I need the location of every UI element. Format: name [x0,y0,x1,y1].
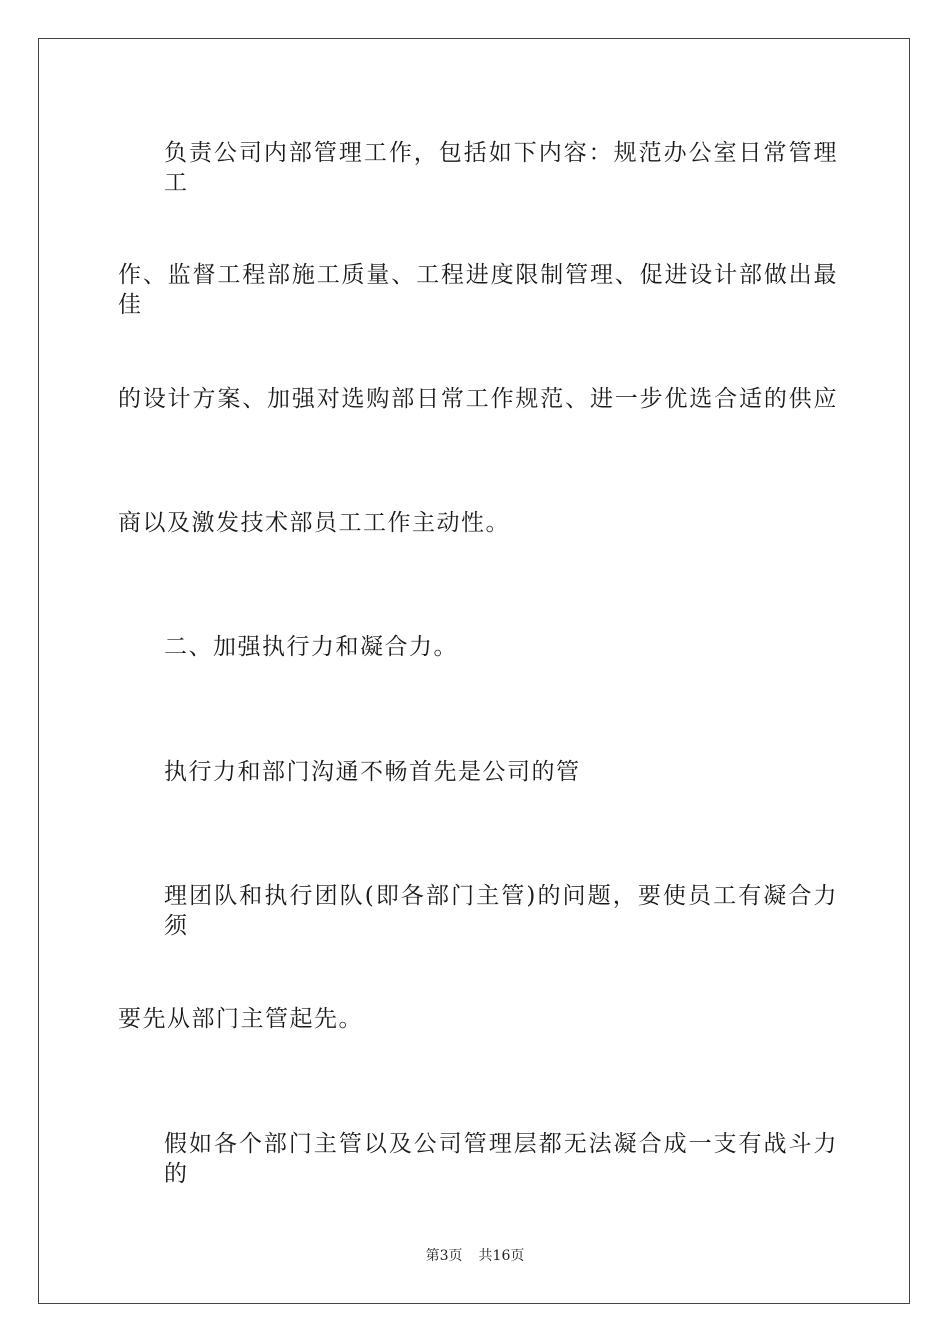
paragraph-line-6: 理团队和执行团队(即各部门主管)的问题，要使员工有凝合力须 [164,883,838,939]
page-footer [0,1247,950,1265]
page-total: 共16页 [478,1248,525,1264]
paragraph-line-3: 的设计方案、加强对选购部日常工作规范、进一步优选合适的供应 [118,386,838,412]
paragraph-line-4: 商以及激发技术部员工工作主动性。 [118,510,510,536]
section-heading: 二、加强执行力和凝合力。 [164,634,458,660]
paragraph-line-7: 要先从部门主管起先。 [118,1006,363,1032]
page-border [38,38,910,1304]
paragraph-line-5: 执行力和部门沟通不畅首先是公司的管 [164,759,581,785]
page-number: 第3页 [425,1248,463,1264]
paragraph-line-1: 负责公司内部管理工作，包括如下内容：规范办公室日常管理工 [164,140,838,196]
paragraph-line-2: 作、监督工程部施工质量、工程进度限制管理、促进设计部做出最佳 [118,262,838,318]
paragraph-line-8: 假如各个部门主管以及公司管理层都无法凝合成一支有战斗力的 [164,1131,838,1187]
